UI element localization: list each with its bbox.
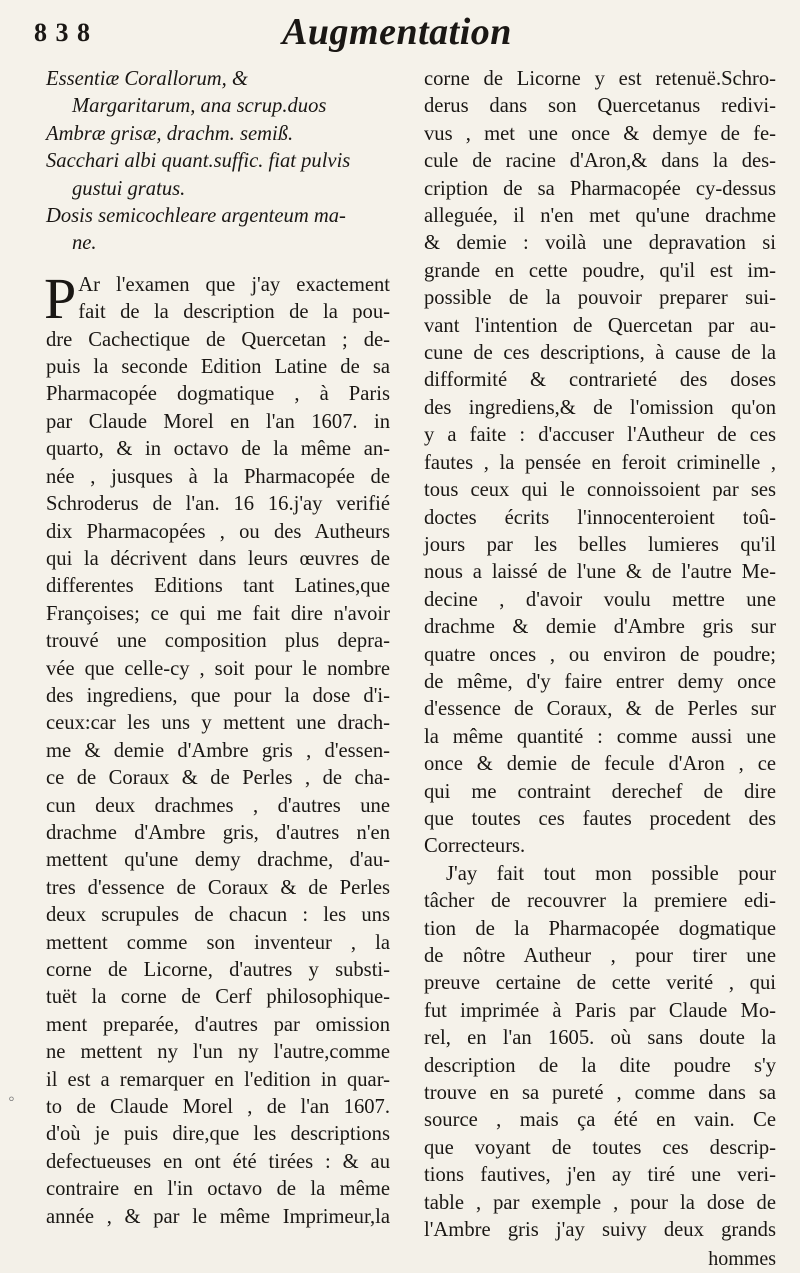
recipe-line: Ambræ grisæ, drachm. semiß. [46,122,294,145]
page-number: 8 3 8 [34,18,91,47]
text-line: y a faite : d'accuser l'Autheur de ces [424,424,776,447]
text-line: decine , d'avoir voulu mettre une [424,588,776,611]
text-line: corne de Licorne y est retenuë.Schro- [424,68,776,90]
text-line: cription de sa Pharmacopée cy-dessus [424,177,776,200]
text-line: tion de la Pharmacopée dogmatique [424,917,776,940]
text-line: tous ceux qui le connoissoient par ses [424,479,776,502]
text-line: dre Cachectique de Quercetan ; de- [46,328,390,351]
text-line: vant l'intention de Quercetan par au- [424,314,776,337]
text-line: vée que celle-cy , soit pour le nombre [46,657,390,680]
text-line: once & demie de fecule d'Aron , ce [424,753,776,776]
text-line: jours par les belles lumieres qu'il [424,533,776,556]
text-line: differentes Editions tant Latines,que [46,575,390,598]
text-line: tions fautives, j'en ay tiré une veri- [424,1164,776,1187]
text-line: J'ay fait tout mon possible pour [446,862,776,885]
text-line: Françoises; ce qui me fait dire n'avoir [46,602,390,625]
text-line: description de la dite poudre s'y [424,1054,776,1077]
text-line: que voyant de toutes ces descrip- [424,1136,776,1159]
text-line: puis la seconde Edition Latine de sa [46,356,390,379]
text-line: des ingrediens,& de l'omission qu'on [424,396,776,419]
text-line: tâcher de recouvrer la premiere edi- [424,890,776,913]
paragraph-opening [44,265,390,331]
text-line: defectueuses en ont été tirées : & au [46,1150,390,1173]
text-line: source , mais ça été en vain. Ce [424,1109,776,1132]
text-line: corne de Licorne, d'autres y substi- [46,959,390,981]
text-line: vus , met une once & demye de fe- [424,122,776,145]
ink-mark: ⸰ [8,1092,15,1106]
text-line: quatre onces , ou environ de poudre; [424,643,776,666]
text-line: doctes écrits l'innocenteroient toû- [424,506,776,529]
text-line: tres d'essence de Coraux & de Perles [46,876,390,899]
catchword: hommes [708,1248,776,1271]
text-line: par Claude Morel en l'an 1607. in [46,410,390,433]
text-line: Pharmacopée dogmatique , à Paris [46,383,390,406]
recipe-line: gustui gratus. [72,177,186,200]
left-body-text [46,327,390,1231]
text-line: drachme & demie d'Ambre gris sur [424,616,776,639]
text-line: ce de Coraux & de Perles , de cha- [46,767,390,790]
recipe-line: Sacchari albi quant.suffic. fiat pulvis [46,150,351,173]
text-line: trouve en sa pureté , comme dans sa [424,1082,776,1105]
text-line: tuët la corne de Cerf philosophique- [46,986,390,1009]
text-line: difformité & contrarieté des doses [424,369,776,392]
recipe-line: ne. [72,232,97,255]
text-line: année , & par le même Imprimeur,la [46,1205,390,1228]
text-line: alleguée, il n'en met qu'une drachme [424,205,776,228]
text-line: nous a laissé de l'une & de l'autre Me- [424,561,776,584]
text-line: table , par exemple , pour la dose de [424,1191,776,1214]
drop-cap-letter: P [44,265,77,331]
text-line: fut imprimée à Paris par Claude Mo- [424,999,776,1022]
text-line: mettent comme son inventeur , la [46,931,390,954]
text-line: ne mettent ny l'un ny l'autre,comme [46,1041,390,1064]
text-line: grande en cette poudre, qu'il est im- [424,259,776,282]
text-line: Schroderus de l'an. 16 16.j'ay verifié [46,493,390,516]
running-title: Augmentation [282,11,512,53]
text-line: l'Ambre gris j'ay suivy deux grands [424,1219,776,1242]
text-line: quarto, & in octavo de la même an- [46,438,390,461]
text-line: il est a remarquer en l'edition in quar- [46,1068,390,1091]
recipe-line: Margaritarum, ana scrup.duos [72,95,327,118]
text-line: & demie : voilà une depravation si [424,232,776,255]
text-line: ceux:car les uns y mettent une drach- [46,712,390,735]
text-line: de même, d'y faire entrer demy once [424,670,776,693]
text-line: cun deux drachmes , d'autres une [46,794,390,817]
text-line: to de Claude Morel , de l'an 1607. [46,1096,390,1119]
text-line: cule de racine d'Aron,& dans la des- [424,150,776,173]
text-line: dix Pharmacopées , ou des Autheurs [46,520,390,543]
recipe-line: Essentiæ Corallorum, & [46,68,248,90]
right-column [424,66,776,1271]
text-line: Ar l'examen que j'ay exactement [78,273,390,296]
text-line: derus dans son Quercetanus redivi- [424,95,776,118]
text-line: qui me contraint derechef de dire [424,780,776,803]
text-line: cune de ces descriptions, à cause de la [424,342,776,365]
text-line: qui la décrivent dans leurs œuvres de [46,547,390,570]
text-line: drachme d'Ambre gris, d'autres n'en [46,821,390,844]
right-body-text [424,66,776,1244]
text-line: me & demie d'Ambre gris , d'essen- [46,739,390,762]
recipe-block [46,66,390,258]
text-line: des ingrediens, que pour la dose d'i- [46,684,390,707]
text-line: ment preparée, d'autres par omission [46,1013,390,1036]
text-line: que toutes ces fautes procedent des [424,807,776,830]
text-line: la même quantité : comme aussi une [424,725,776,748]
text-line: trouvé une composition plus depra- [46,630,390,653]
text-line: de nôtre Autheur , pour tirer une [424,945,776,967]
text-line: contraire en l'in octavo de la même [46,1178,390,1201]
text-line: rel, en l'an 1605. où sans doute la [424,1027,776,1050]
recipe-line: Dosis semicochleare argenteum ma- [46,205,346,228]
text-line: preuve certaine de cette verité , qui [424,972,776,995]
text-line: possible de la pouvoir preparer sui- [424,287,776,310]
page-header [34,8,760,56]
text-line: mettent qu'une demy drachme, d'au- [46,849,390,872]
text-line: née , jusques à la Pharmacopée de [46,465,390,488]
text-line: Correcteurs. [424,835,526,858]
text-line: fautes , la pensée en feroit criminelle , [424,451,776,474]
left-column [46,66,390,1231]
text-line: fait de la description de la pou- [78,301,390,324]
text-line: d'essence de Coraux, & de Perles sur [424,698,776,721]
text-line: d'où je puis dire,que les descriptions [46,1123,390,1146]
text-line: deux scrupules de chacun : les uns [46,904,390,927]
